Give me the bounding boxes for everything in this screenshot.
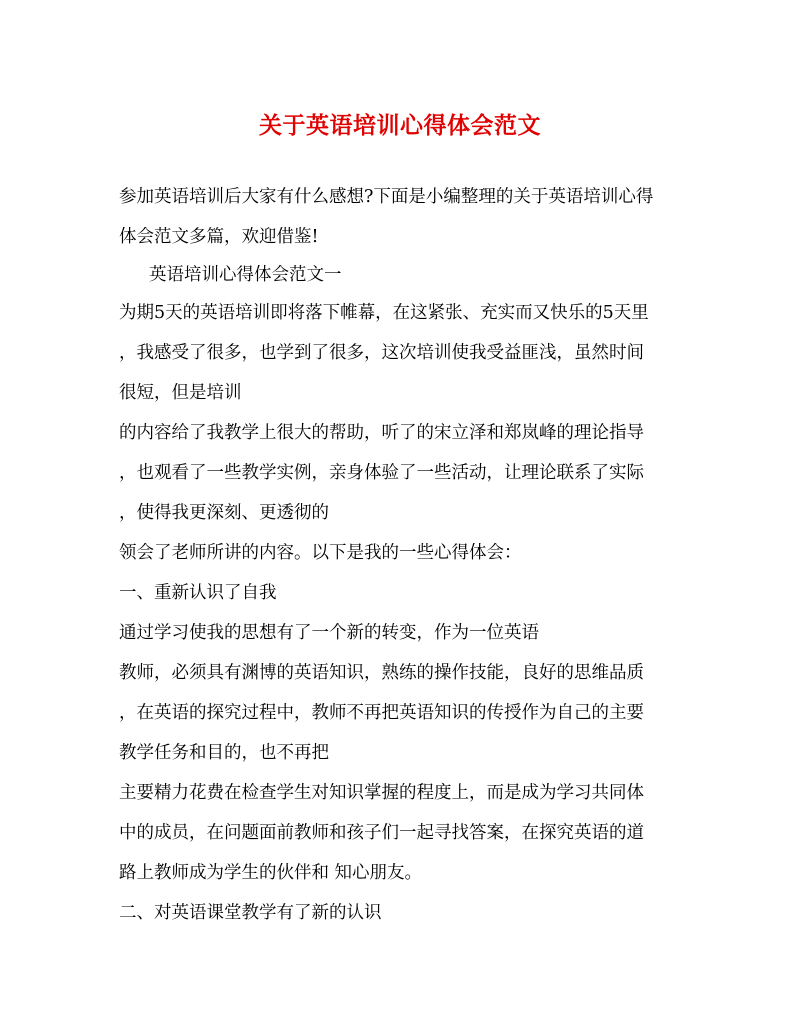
paragraph-line: 为期5天的英语培训即将落下帷幕，在这紧张、充实而又快乐的5天里 xyxy=(119,303,649,323)
paragraph-line: 中的成员，在问题面前教师和孩子们一起寻找答案，在探究英语的道 xyxy=(119,823,644,843)
document-body xyxy=(119,177,689,933)
section-heading: 二、对英语课堂教学有了新的认识 xyxy=(119,903,382,923)
paragraph-line: 路上教师成为学生的伙伴和 知心朋友。 xyxy=(119,863,423,883)
section-heading: 一、重新认识了自我 xyxy=(119,583,277,603)
paragraph-line: 教学任务和目的，也不再把 xyxy=(119,743,329,763)
paragraph-line: 很短，但是培训 xyxy=(119,383,242,403)
paragraph-line: 主要精力花费在检查学生对知识掌握的程度上，而是成为学习共同体 xyxy=(119,783,644,803)
paragraph-line: 教师，必须具有渊博的英语知识，熟练的操作技能，良好的思维品质 xyxy=(119,663,644,683)
section-heading: 英语培训心得体会范文一 xyxy=(149,265,342,285)
document-title: 关于英语培训心得体会范文 xyxy=(259,112,541,139)
paragraph-line: ，我感受了很多，也学到了很多，这次培训使我受益匪浅，虽然时间 xyxy=(119,343,644,363)
paragraph-line: 参加英语培训后大家有什么感想?下面是小编整理的关于英语培训心得 xyxy=(119,187,654,207)
paragraph-line: 领会了老师所讲的内容。以下是我的一些心得体会： xyxy=(119,543,522,563)
paragraph-line: 体会范文多篇，欢迎借鉴! xyxy=(119,227,319,247)
paragraph-line: ，也观看了一些教学实例，亲身体验了一些活动，让理论联系了实际 xyxy=(119,463,644,483)
paragraph-line: ，使得我更深刻、更透彻的 xyxy=(119,503,329,523)
paragraph-line: ，在英语的探究过程中，教师不再把英语知识的传授作为自己的主要 xyxy=(119,703,644,723)
paragraph-line: 通过学习使我的思想有了一个新的转变，作为一位英语 xyxy=(119,623,539,643)
paragraph-line: 的内容给了我教学上很大的帮助，听了的宋立泽和郑岚峰的理论指导 xyxy=(119,423,644,443)
